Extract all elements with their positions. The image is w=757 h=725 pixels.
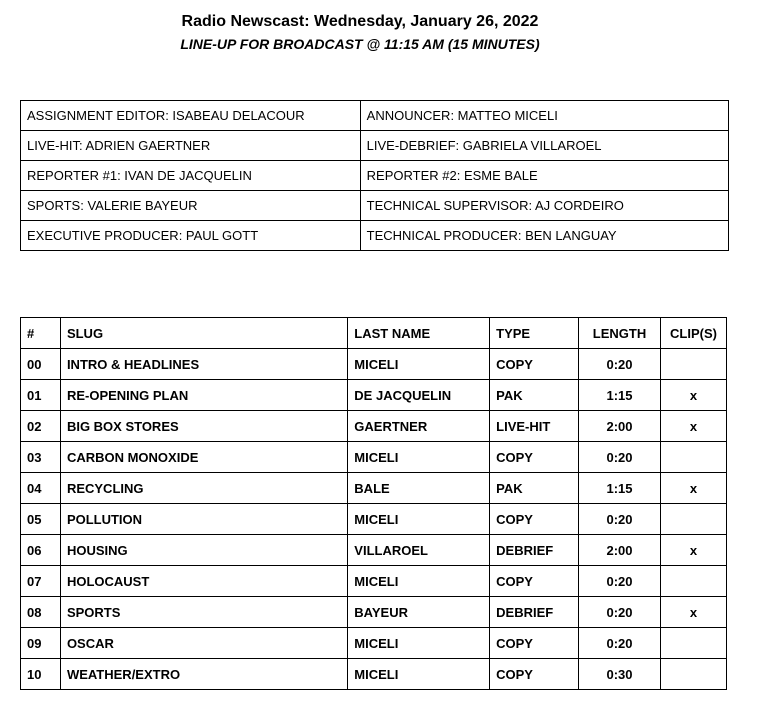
- column-header-last-name: LAST NAME: [348, 318, 490, 349]
- row-length: 0:20: [579, 566, 661, 597]
- row-slug: HOUSING: [60, 535, 347, 566]
- row-slug: BIG BOX STORES: [60, 411, 347, 442]
- row-type: COPY: [490, 628, 579, 659]
- row-number: 00: [21, 349, 61, 380]
- page-subtitle: LINE-UP FOR BROADCAST @ 11:15 AM (15 MINUTES): [180, 36, 540, 52]
- row-length: 0:20: [579, 349, 661, 380]
- staff-cell: SPORTS: VALERIE BAYEUR: [21, 191, 361, 221]
- row-type: DEBRIEF: [490, 535, 579, 566]
- row-last-name: MICELI: [348, 628, 490, 659]
- row-type: COPY: [490, 566, 579, 597]
- row-type: COPY: [490, 659, 579, 690]
- row-last-name: BAYEUR: [348, 597, 490, 628]
- row-number: 01: [21, 380, 61, 411]
- row-slug: CARBON MONOXIDE: [60, 442, 347, 473]
- staff-cell: TECHNICAL PRODUCER: BEN LANGUAY: [360, 221, 728, 251]
- lineup-row: [21, 535, 727, 566]
- row-last-name: GAERTNER: [348, 411, 490, 442]
- row-number: 06: [21, 535, 61, 566]
- row-clips: [660, 504, 726, 535]
- row-number: 04: [21, 473, 61, 504]
- row-slug: SPORTS: [60, 597, 347, 628]
- row-type: LIVE-HIT: [490, 411, 579, 442]
- row-last-name: MICELI: [348, 659, 490, 690]
- lineup-row: [21, 473, 727, 504]
- row-slug: WEATHER/EXTRO: [60, 659, 347, 690]
- lineup-row: [21, 628, 727, 659]
- staff-row: [21, 131, 729, 161]
- lineup-header-row: [21, 318, 727, 349]
- staff-cell: EXECUTIVE PRODUCER: PAUL GOTT: [21, 221, 361, 251]
- staff-row: [21, 161, 729, 191]
- row-length: 0:20: [579, 504, 661, 535]
- row-last-name: VILLAROEL: [348, 535, 490, 566]
- row-length: 0:20: [579, 597, 661, 628]
- row-length: 1:15: [579, 473, 661, 504]
- row-clips: x: [660, 473, 726, 504]
- row-clips: [660, 659, 726, 690]
- row-last-name: DE JACQUELIN: [348, 380, 490, 411]
- row-number: 08: [21, 597, 61, 628]
- staff-row: [21, 191, 729, 221]
- row-type: COPY: [490, 349, 579, 380]
- row-slug: RE-OPENING PLAN: [60, 380, 347, 411]
- row-number: 10: [21, 659, 61, 690]
- row-clips: [660, 628, 726, 659]
- row-length: 0:30: [579, 659, 661, 690]
- row-length: 0:20: [579, 442, 661, 473]
- row-number: 09: [21, 628, 61, 659]
- row-length: 2:00: [579, 411, 661, 442]
- column-header-slug: SLUG: [60, 318, 347, 349]
- row-clips: x: [660, 411, 726, 442]
- row-length: 0:20: [579, 628, 661, 659]
- row-number: 07: [21, 566, 61, 597]
- row-slug: POLLUTION: [60, 504, 347, 535]
- staff-cell: REPORTER #2: ESME BALE: [360, 161, 728, 191]
- row-length: 2:00: [579, 535, 661, 566]
- staff-cell: ASSIGNMENT EDITOR: ISABEAU DELACOUR: [21, 101, 361, 131]
- staff-cell: LIVE-HIT: ADRIEN GAERTNER: [21, 131, 361, 161]
- page-title: Radio Newscast: Wednesday, January 26, 2022: [181, 13, 539, 30]
- row-slug: HOLOCAUST: [60, 566, 347, 597]
- staff-cell: ANNOUNCER: MATTEO MICELI: [360, 101, 728, 131]
- row-number: 03: [21, 442, 61, 473]
- lineup-row: [21, 659, 727, 690]
- lineup-row: [21, 442, 727, 473]
- row-type: COPY: [490, 442, 579, 473]
- row-last-name: MICELI: [348, 349, 490, 380]
- row-clips: [660, 349, 726, 380]
- lineup-row: [21, 597, 727, 628]
- staff-table: [20, 100, 729, 251]
- row-last-name: MICELI: [348, 566, 490, 597]
- staff-cell: TECHNICAL SUPERVISOR: AJ CORDEIRO: [360, 191, 728, 221]
- lineup-row: [21, 504, 727, 535]
- row-slug: OSCAR: [60, 628, 347, 659]
- row-clips: [660, 442, 726, 473]
- row-type: PAK: [490, 473, 579, 504]
- row-type: DEBRIEF: [490, 597, 579, 628]
- lineup-row: [21, 380, 727, 411]
- staff-cell: REPORTER #1: IVAN DE JACQUELIN: [21, 161, 361, 191]
- row-last-name: MICELI: [348, 504, 490, 535]
- row-type: PAK: [490, 380, 579, 411]
- column-header-clips: CLIP(S): [660, 318, 726, 349]
- column-header-number: #: [21, 318, 61, 349]
- lineup-row: [21, 349, 727, 380]
- row-clips: x: [660, 380, 726, 411]
- lineup-row: [21, 566, 727, 597]
- row-length: 1:15: [579, 380, 661, 411]
- row-type: COPY: [490, 504, 579, 535]
- row-number: 02: [21, 411, 61, 442]
- staff-row: [21, 221, 729, 251]
- row-last-name: BALE: [348, 473, 490, 504]
- row-clips: [660, 566, 726, 597]
- column-header-length: LENGTH: [579, 318, 661, 349]
- row-slug: INTRO & HEADLINES: [60, 349, 347, 380]
- staff-cell: LIVE-DEBRIEF: GABRIELA VILLAROEL: [360, 131, 728, 161]
- staff-row: [21, 101, 729, 131]
- row-clips: x: [660, 535, 726, 566]
- row-last-name: MICELI: [348, 442, 490, 473]
- lineup-row: [21, 411, 727, 442]
- lineup-table: [20, 317, 727, 690]
- column-header-type: TYPE: [490, 318, 579, 349]
- row-slug: RECYCLING: [60, 473, 347, 504]
- row-clips: x: [660, 597, 726, 628]
- row-number: 05: [21, 504, 61, 535]
